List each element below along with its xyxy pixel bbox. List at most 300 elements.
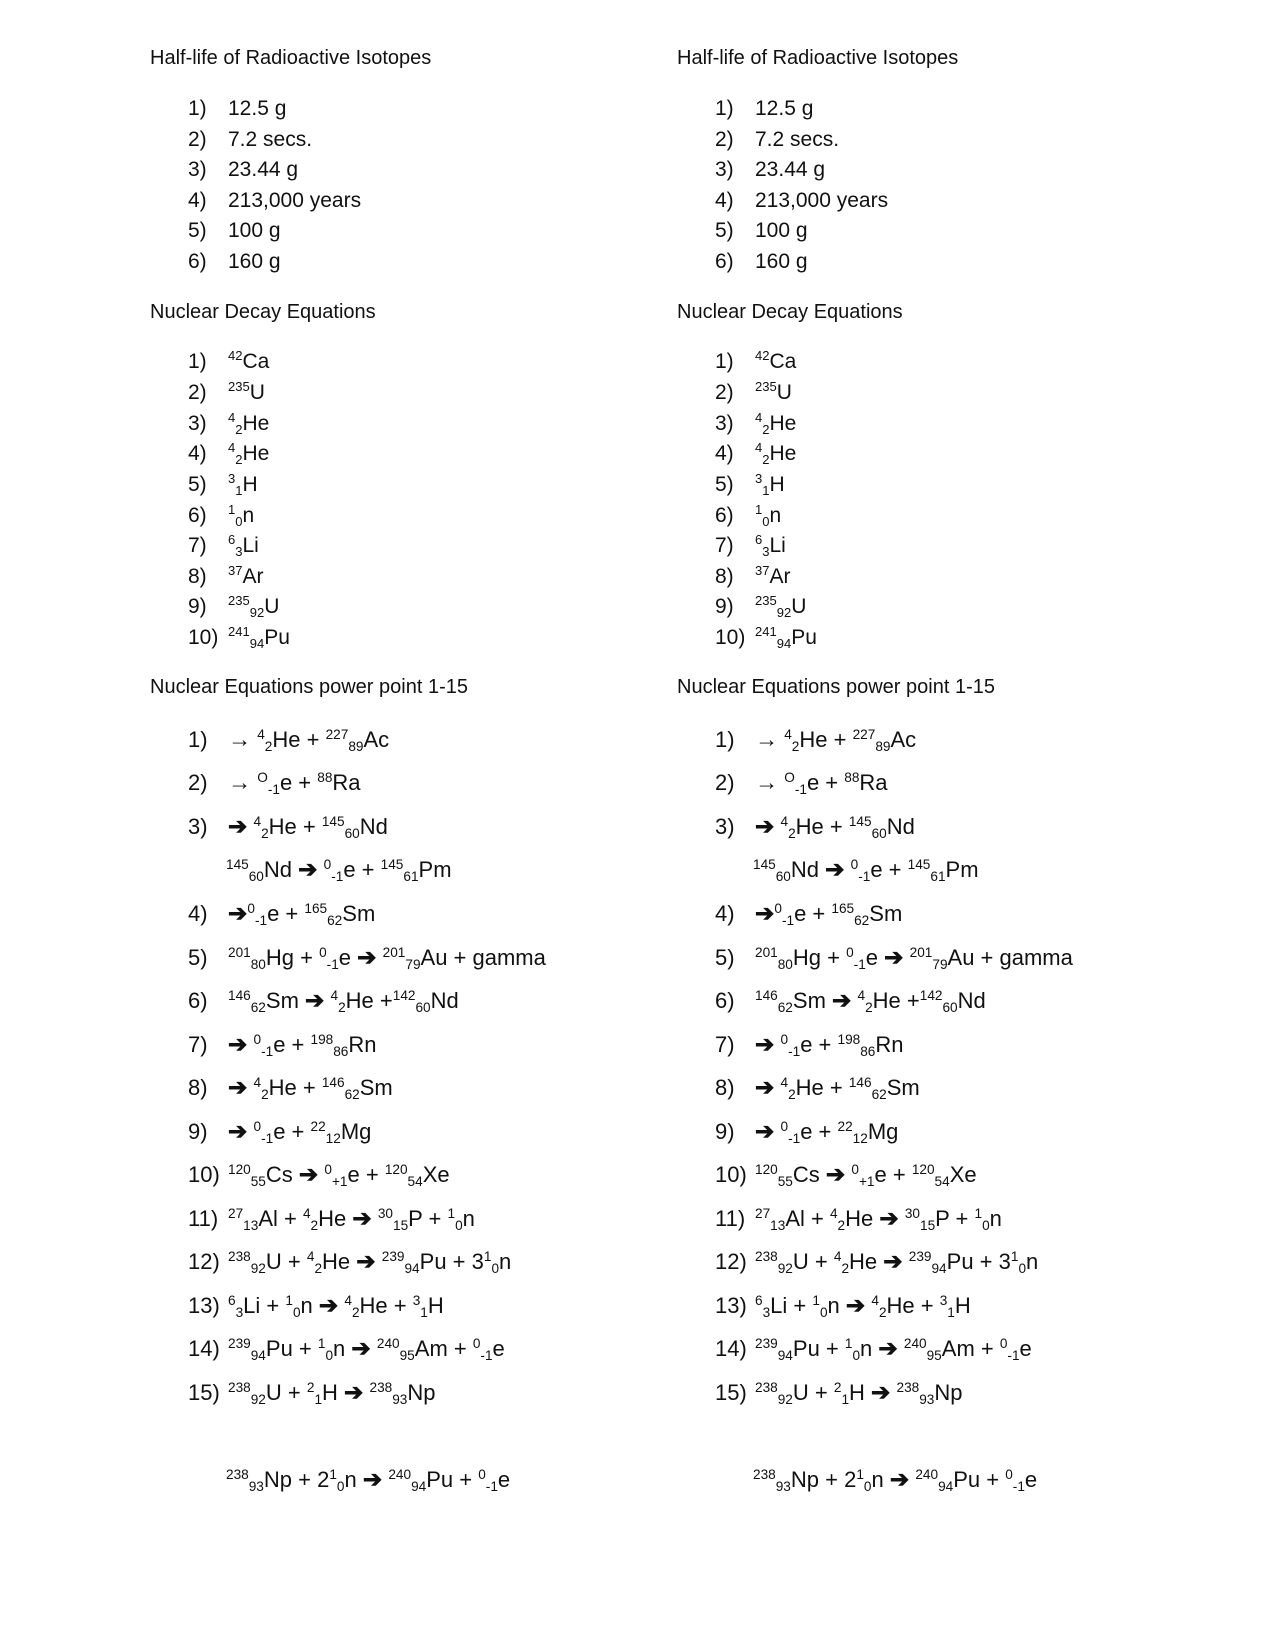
superscript: 239 bbox=[228, 1335, 251, 1351]
half-life-answer bbox=[188, 158, 298, 182]
superscript: 6 bbox=[755, 1292, 763, 1308]
superscript: 1 bbox=[329, 1466, 337, 1482]
decay-answer bbox=[188, 439, 270, 468]
equation-text: e + bbox=[279, 770, 318, 795]
nuclear-equation bbox=[715, 1031, 904, 1058]
item-number: 8) bbox=[715, 565, 734, 588]
superscript: 142 bbox=[392, 987, 416, 1003]
arrow-icon: ➔ bbox=[228, 1031, 248, 1057]
subscript: 92 bbox=[249, 605, 265, 621]
subscript: 62 bbox=[854, 913, 870, 929]
equation-text bbox=[371, 1336, 377, 1361]
subscript: 0 bbox=[1018, 1261, 1027, 1277]
arrow-icon: ➔ bbox=[871, 1379, 891, 1405]
arrow-icon: ➔ bbox=[879, 1205, 899, 1231]
superscript: 198 bbox=[310, 1031, 334, 1047]
superscript: 235 bbox=[228, 592, 250, 608]
item-number: 3) bbox=[188, 158, 207, 181]
item-number: 9) bbox=[715, 1119, 735, 1144]
equation-text: U + bbox=[792, 1249, 834, 1274]
superscript: 1 bbox=[483, 1248, 492, 1264]
item-number: 1) bbox=[715, 727, 735, 752]
subscript: 13 bbox=[243, 1218, 259, 1234]
equation-text: Cs bbox=[265, 1162, 299, 1187]
superscript: 1 bbox=[1010, 1248, 1019, 1264]
subscript: 79 bbox=[405, 957, 421, 973]
superscript: 238 bbox=[896, 1379, 920, 1395]
equation-continuation bbox=[753, 856, 979, 883]
item-number: 3) bbox=[188, 814, 208, 839]
superscript: O bbox=[257, 769, 268, 785]
subscript: 1 bbox=[420, 1305, 428, 1321]
arrow-icon: ➔ bbox=[228, 1074, 248, 1100]
subscript: 94 bbox=[250, 1348, 266, 1364]
item-number: 4) bbox=[188, 901, 208, 926]
arrow-icon: ➔ bbox=[825, 1161, 846, 1187]
superscript: 201 bbox=[228, 944, 251, 960]
decay-answer bbox=[188, 347, 270, 374]
equation-text: H bbox=[242, 473, 258, 496]
item-number: 1) bbox=[715, 350, 734, 373]
superscript: 4 bbox=[253, 1074, 262, 1090]
answer-text: 7.2 secs. bbox=[755, 128, 840, 151]
equation-text: n bbox=[827, 1293, 846, 1318]
equation-text: e + bbox=[806, 770, 845, 795]
subscript: 94 bbox=[411, 1479, 427, 1495]
decay-answer bbox=[188, 592, 280, 621]
subscript: 2 bbox=[841, 1261, 850, 1277]
superscript: 1 bbox=[974, 1205, 983, 1221]
superscript: 146 bbox=[848, 1074, 872, 1090]
subscript: 79 bbox=[932, 957, 948, 973]
equation-text: He + bbox=[345, 988, 393, 1013]
subscript: +1 bbox=[331, 1174, 348, 1190]
equation-text: e bbox=[492, 1336, 505, 1361]
arrow-icon: ➔ bbox=[755, 813, 775, 839]
equation-text: He bbox=[769, 442, 797, 465]
superscript: 240 bbox=[915, 1466, 939, 1482]
equation-text bbox=[372, 1206, 378, 1231]
subscript: 3 bbox=[762, 544, 770, 560]
arrow-icon: ➔ bbox=[305, 987, 325, 1013]
item-number: 12) bbox=[188, 1249, 220, 1274]
subscript: 2 bbox=[788, 826, 796, 842]
equation-text: Ar bbox=[242, 565, 264, 588]
subscript: 89 bbox=[875, 739, 891, 755]
subscript: 89 bbox=[348, 739, 364, 755]
superscript: 1 bbox=[755, 501, 763, 517]
subscript: 2 bbox=[261, 1087, 269, 1103]
item-number: 9) bbox=[715, 595, 734, 618]
equation-text: H bbox=[769, 473, 785, 496]
superscript: 3 bbox=[412, 1292, 421, 1308]
answer-text: 213,000 years bbox=[228, 189, 362, 212]
superscript: 4 bbox=[784, 726, 792, 742]
arrow-icon: ➔ bbox=[755, 900, 775, 926]
item-number: 11) bbox=[188, 1206, 219, 1231]
superscript: 3 bbox=[755, 470, 763, 486]
item-number: 2) bbox=[715, 381, 734, 404]
item-number: 1) bbox=[188, 727, 208, 752]
equation-text bbox=[324, 988, 330, 1013]
superscript: 120 bbox=[384, 1161, 408, 1177]
equation-text bbox=[898, 1336, 904, 1361]
superscript: 4 bbox=[302, 1205, 311, 1221]
arrow-icon: ➔ bbox=[357, 944, 377, 970]
subscript: 0 bbox=[325, 1348, 334, 1364]
subscript: 1 bbox=[762, 483, 770, 499]
subscript: 2 bbox=[762, 452, 770, 468]
equation-text: Sm bbox=[342, 901, 376, 926]
decay-answer bbox=[715, 501, 782, 530]
answer-text: 12.5 g bbox=[228, 97, 287, 120]
arrow-icon: ➔ bbox=[362, 1466, 383, 1492]
equation-text: e + bbox=[267, 901, 305, 926]
subscript: -1 bbox=[1007, 1348, 1020, 1364]
superscript: 37 bbox=[228, 562, 243, 578]
item-number: 7) bbox=[188, 1032, 208, 1057]
nuclear-equation bbox=[715, 1248, 1038, 1275]
equation-text bbox=[903, 1249, 909, 1274]
superscript: 4 bbox=[755, 409, 763, 425]
answer-text: 23.44 g bbox=[755, 158, 826, 181]
superscript: 0 bbox=[253, 1031, 262, 1047]
equation-text: Nd bbox=[359, 814, 388, 839]
subscript: 0 bbox=[852, 1348, 861, 1364]
arrow-icon: → bbox=[755, 726, 779, 752]
superscript: 0 bbox=[319, 944, 327, 960]
equation-text: e + bbox=[800, 1032, 838, 1057]
half-life-answer bbox=[715, 250, 808, 274]
superscript: 146 bbox=[755, 987, 778, 1003]
superscript: 0 bbox=[999, 1335, 1008, 1351]
superscript: 201 bbox=[382, 944, 406, 960]
equation-text: He + bbox=[872, 988, 920, 1013]
arrow-icon: ➔ bbox=[318, 1292, 339, 1318]
half-life-answer bbox=[715, 97, 813, 121]
nuclear-equation bbox=[188, 726, 389, 753]
equation-text: n bbox=[333, 1336, 352, 1361]
decay-answer bbox=[715, 378, 792, 405]
arrow-icon: ➔ bbox=[298, 1161, 319, 1187]
subscript: 0 bbox=[819, 1305, 828, 1321]
superscript: 0 bbox=[850, 856, 859, 872]
subscript: 13 bbox=[770, 1218, 786, 1234]
item-number: 5) bbox=[715, 473, 734, 496]
superscript: 30 bbox=[904, 1205, 920, 1221]
item-number: 6) bbox=[715, 250, 734, 273]
subscript: 2 bbox=[837, 1218, 846, 1234]
nuclear-equation bbox=[715, 813, 915, 840]
item-number: 13) bbox=[188, 1293, 220, 1318]
item-number: 4) bbox=[188, 442, 207, 465]
equation-text: Cs bbox=[792, 1162, 826, 1187]
superscript: 240 bbox=[903, 1335, 927, 1351]
superscript: 4 bbox=[228, 409, 236, 425]
equations-heading: Nuclear Equations power point 1-15 bbox=[150, 676, 468, 698]
superscript: 240 bbox=[388, 1466, 412, 1482]
subscript: -1 bbox=[788, 1131, 801, 1147]
subscript: 54 bbox=[407, 1174, 423, 1190]
subscript: 2 bbox=[878, 1305, 887, 1321]
half-life-answer bbox=[188, 250, 281, 274]
equation-text: Pu bbox=[791, 626, 817, 649]
subscript: -1 bbox=[788, 1044, 801, 1060]
superscript: 3 bbox=[228, 470, 236, 486]
arrow-icon: ➔ bbox=[356, 1248, 376, 1274]
equation-text: U + bbox=[265, 1249, 307, 1274]
equation-text: n bbox=[499, 1249, 512, 1274]
equation-text: U + bbox=[265, 1380, 307, 1405]
equation-text: He bbox=[242, 412, 270, 435]
superscript: 0 bbox=[247, 900, 255, 916]
nuclear-equation bbox=[715, 1118, 898, 1145]
superscript: 238 bbox=[228, 1248, 251, 1264]
superscript: 0 bbox=[323, 856, 332, 872]
decay-answer bbox=[188, 562, 264, 589]
superscript: 239 bbox=[908, 1248, 932, 1264]
superscript: O bbox=[784, 769, 795, 785]
superscript: 201 bbox=[909, 944, 933, 960]
subscript: 2 bbox=[788, 1087, 796, 1103]
subscript: 2 bbox=[762, 422, 770, 438]
subscript: 92 bbox=[250, 1261, 266, 1277]
subscript: 80 bbox=[250, 957, 266, 973]
superscript: 239 bbox=[755, 1335, 778, 1351]
superscript: 42 bbox=[755, 347, 770, 363]
item-number: 2) bbox=[188, 128, 207, 151]
superscript: 241 bbox=[228, 623, 250, 639]
subscript: 0 bbox=[491, 1261, 500, 1277]
superscript: 1 bbox=[447, 1205, 456, 1221]
superscript: 4 bbox=[330, 987, 339, 1003]
item-number: 2) bbox=[188, 770, 208, 795]
equation-text: Li bbox=[769, 534, 786, 557]
half-life-answer bbox=[715, 158, 825, 182]
superscript: 30 bbox=[377, 1205, 393, 1221]
arrow-icon: → bbox=[755, 769, 779, 795]
equation-text: e bbox=[338, 945, 358, 970]
superscript: 4 bbox=[253, 813, 262, 829]
equation-text: Rn bbox=[348, 1032, 377, 1057]
equation-text: e bbox=[1024, 1467, 1038, 1492]
subscript: -1 bbox=[853, 957, 866, 973]
half-life-answer bbox=[188, 128, 312, 152]
half-life-answer bbox=[188, 189, 361, 213]
equation-text: e + bbox=[870, 857, 908, 882]
superscript: 235 bbox=[755, 378, 777, 394]
equation-text: Sm bbox=[869, 901, 903, 926]
answer-text: 12.5 g bbox=[755, 97, 814, 120]
answer-text: 160 g bbox=[755, 250, 808, 273]
equation-text: Pu + 3 bbox=[419, 1249, 484, 1274]
superscript: 88 bbox=[844, 769, 860, 785]
equation-continuation bbox=[226, 1466, 510, 1493]
subscript: -1 bbox=[1012, 1479, 1025, 1495]
equation-text: Nd bbox=[790, 857, 826, 882]
arrow-icon: → bbox=[228, 769, 252, 795]
subscript: 62 bbox=[250, 1000, 266, 1016]
superscript: 146 bbox=[228, 987, 251, 1003]
equations-heading: Nuclear Equations power point 1-15 bbox=[677, 676, 995, 698]
superscript: 145 bbox=[907, 856, 931, 872]
subscript: -1 bbox=[254, 913, 268, 929]
item-number: 7) bbox=[188, 534, 207, 557]
decay-answer bbox=[715, 347, 797, 374]
answer-column-left bbox=[150, 0, 710, 1650]
equation-text: H bbox=[954, 1293, 971, 1318]
arrow-icon: ➔ bbox=[878, 1335, 898, 1361]
equation-text: e + bbox=[800, 1119, 838, 1144]
equation-text: Pu + bbox=[426, 1467, 479, 1492]
item-number: 8) bbox=[715, 1075, 735, 1100]
equation-continuation bbox=[753, 1466, 1037, 1493]
answer-column-right bbox=[677, 0, 1237, 1650]
superscript: 1 bbox=[317, 1335, 326, 1351]
decay-answer bbox=[188, 623, 290, 652]
equation-text: He bbox=[769, 412, 797, 435]
superscript: 165 bbox=[304, 900, 328, 916]
nuclear-equation bbox=[715, 726, 916, 753]
superscript: 239 bbox=[381, 1248, 405, 1264]
equation-text: Li + bbox=[243, 1293, 286, 1318]
subscript: 55 bbox=[250, 1174, 266, 1190]
superscript: 4 bbox=[829, 1205, 838, 1221]
equation-text bbox=[363, 1380, 369, 1405]
decay-heading: Nuclear Decay Equations bbox=[150, 301, 376, 323]
superscript: 4 bbox=[871, 1292, 879, 1308]
nuclear-equation bbox=[188, 813, 388, 840]
subscript: 2 bbox=[310, 1218, 319, 1234]
equation-text: n bbox=[871, 1467, 890, 1492]
decay-answer bbox=[188, 501, 255, 530]
equation-text: n bbox=[769, 504, 782, 527]
subscript: -1 bbox=[261, 1131, 274, 1147]
equation-text: e + bbox=[874, 1162, 912, 1187]
item-number: 9) bbox=[188, 595, 207, 618]
subscript: 86 bbox=[333, 1044, 349, 1060]
nuclear-equation bbox=[715, 1074, 920, 1101]
equation-text: He + bbox=[359, 1293, 413, 1318]
subscript: 62 bbox=[327, 913, 343, 929]
superscript: 120 bbox=[755, 1161, 778, 1177]
nuclear-equation bbox=[715, 1292, 971, 1319]
equation-text: Hg + bbox=[265, 945, 320, 970]
equation-text: Sm bbox=[265, 988, 306, 1013]
item-number: 13) bbox=[715, 1293, 747, 1318]
equation-text: Nd bbox=[263, 857, 299, 882]
equation-text: He bbox=[849, 1249, 884, 1274]
superscript: 238 bbox=[369, 1379, 393, 1395]
superscript: 4 bbox=[780, 813, 789, 829]
subscript: 94 bbox=[931, 1261, 947, 1277]
item-number: 10) bbox=[715, 626, 746, 649]
equation-text: H bbox=[427, 1293, 444, 1318]
subscript: 0 bbox=[235, 514, 243, 530]
item-number: 3) bbox=[188, 412, 207, 435]
subscript: 61 bbox=[403, 869, 419, 885]
superscript: 1 bbox=[228, 501, 236, 517]
superscript: 88 bbox=[317, 769, 333, 785]
superscript: 27 bbox=[755, 1205, 771, 1221]
nuclear-equation bbox=[715, 1335, 1032, 1362]
subscript: 54 bbox=[934, 1174, 950, 1190]
superscript: 240 bbox=[376, 1335, 400, 1351]
item-number: 14) bbox=[715, 1336, 747, 1361]
subscript: -1 bbox=[261, 1044, 274, 1060]
superscript: 0 bbox=[1005, 1466, 1013, 1482]
subscript: -1 bbox=[794, 782, 807, 798]
item-number: 12) bbox=[715, 1249, 747, 1274]
arrow-icon: ➔ bbox=[832, 987, 852, 1013]
arrow-icon: ➔ bbox=[825, 856, 845, 882]
half-life-answer bbox=[188, 219, 281, 243]
equation-text: Rn bbox=[875, 1032, 904, 1057]
equation-text: He + bbox=[799, 727, 853, 752]
arrow-icon: ➔ bbox=[351, 1335, 371, 1361]
equation-text bbox=[318, 857, 324, 882]
subscript: -1 bbox=[858, 869, 871, 885]
equation-text: He + bbox=[795, 1075, 849, 1100]
equation-text: Mg bbox=[340, 1119, 372, 1144]
equation-text: He bbox=[318, 1206, 353, 1231]
subscript: 2 bbox=[351, 1305, 360, 1321]
subscript: 0 bbox=[455, 1218, 463, 1234]
superscript: 0 bbox=[780, 1118, 789, 1134]
subscript: 2 bbox=[261, 826, 269, 842]
item-number: 4) bbox=[715, 901, 735, 926]
equation-text: e bbox=[1019, 1336, 1032, 1361]
subscript: 2 bbox=[235, 452, 243, 468]
nuclear-equation bbox=[188, 1292, 444, 1319]
equation-text: U bbox=[264, 595, 280, 618]
equation-text bbox=[376, 1249, 382, 1274]
answer-text: 100 g bbox=[755, 219, 808, 242]
equation-text: n bbox=[1026, 1249, 1039, 1274]
equation-text: He bbox=[322, 1249, 357, 1274]
subscript: 93 bbox=[248, 1479, 264, 1495]
subscript: 1 bbox=[235, 483, 243, 499]
equation-text: P + bbox=[935, 1206, 975, 1231]
superscript: 0 bbox=[851, 1161, 859, 1177]
subscript: 60 bbox=[248, 869, 264, 885]
subscript: 92 bbox=[250, 1392, 266, 1408]
superscript: 4 bbox=[833, 1248, 842, 1264]
nuclear-equation bbox=[715, 1205, 1002, 1232]
equation-text: Ac bbox=[363, 727, 390, 752]
answer-text: 23.44 g bbox=[228, 158, 299, 181]
subscript: 0 bbox=[762, 514, 770, 530]
superscript: 4 bbox=[857, 987, 866, 1003]
nuclear-equation bbox=[188, 1335, 505, 1362]
superscript: 1 bbox=[285, 1292, 293, 1308]
equation-text: Li bbox=[242, 534, 259, 557]
equation-text: n bbox=[860, 1336, 879, 1361]
item-number: 6) bbox=[715, 504, 734, 527]
superscript: 146 bbox=[321, 1074, 345, 1090]
item-number: 2) bbox=[715, 128, 734, 151]
equation-text: He + bbox=[886, 1293, 940, 1318]
equation-text: Np + 2 bbox=[790, 1467, 857, 1492]
item-number: 5) bbox=[715, 219, 734, 242]
subscript: 0 bbox=[292, 1305, 301, 1321]
superscript: 0 bbox=[253, 1118, 262, 1134]
equation-text: U bbox=[776, 381, 792, 404]
subscript: 3 bbox=[762, 1305, 771, 1321]
decay-answer bbox=[715, 439, 797, 468]
answer-text: 7.2 secs. bbox=[228, 128, 313, 151]
superscript: 2 bbox=[833, 1379, 842, 1395]
